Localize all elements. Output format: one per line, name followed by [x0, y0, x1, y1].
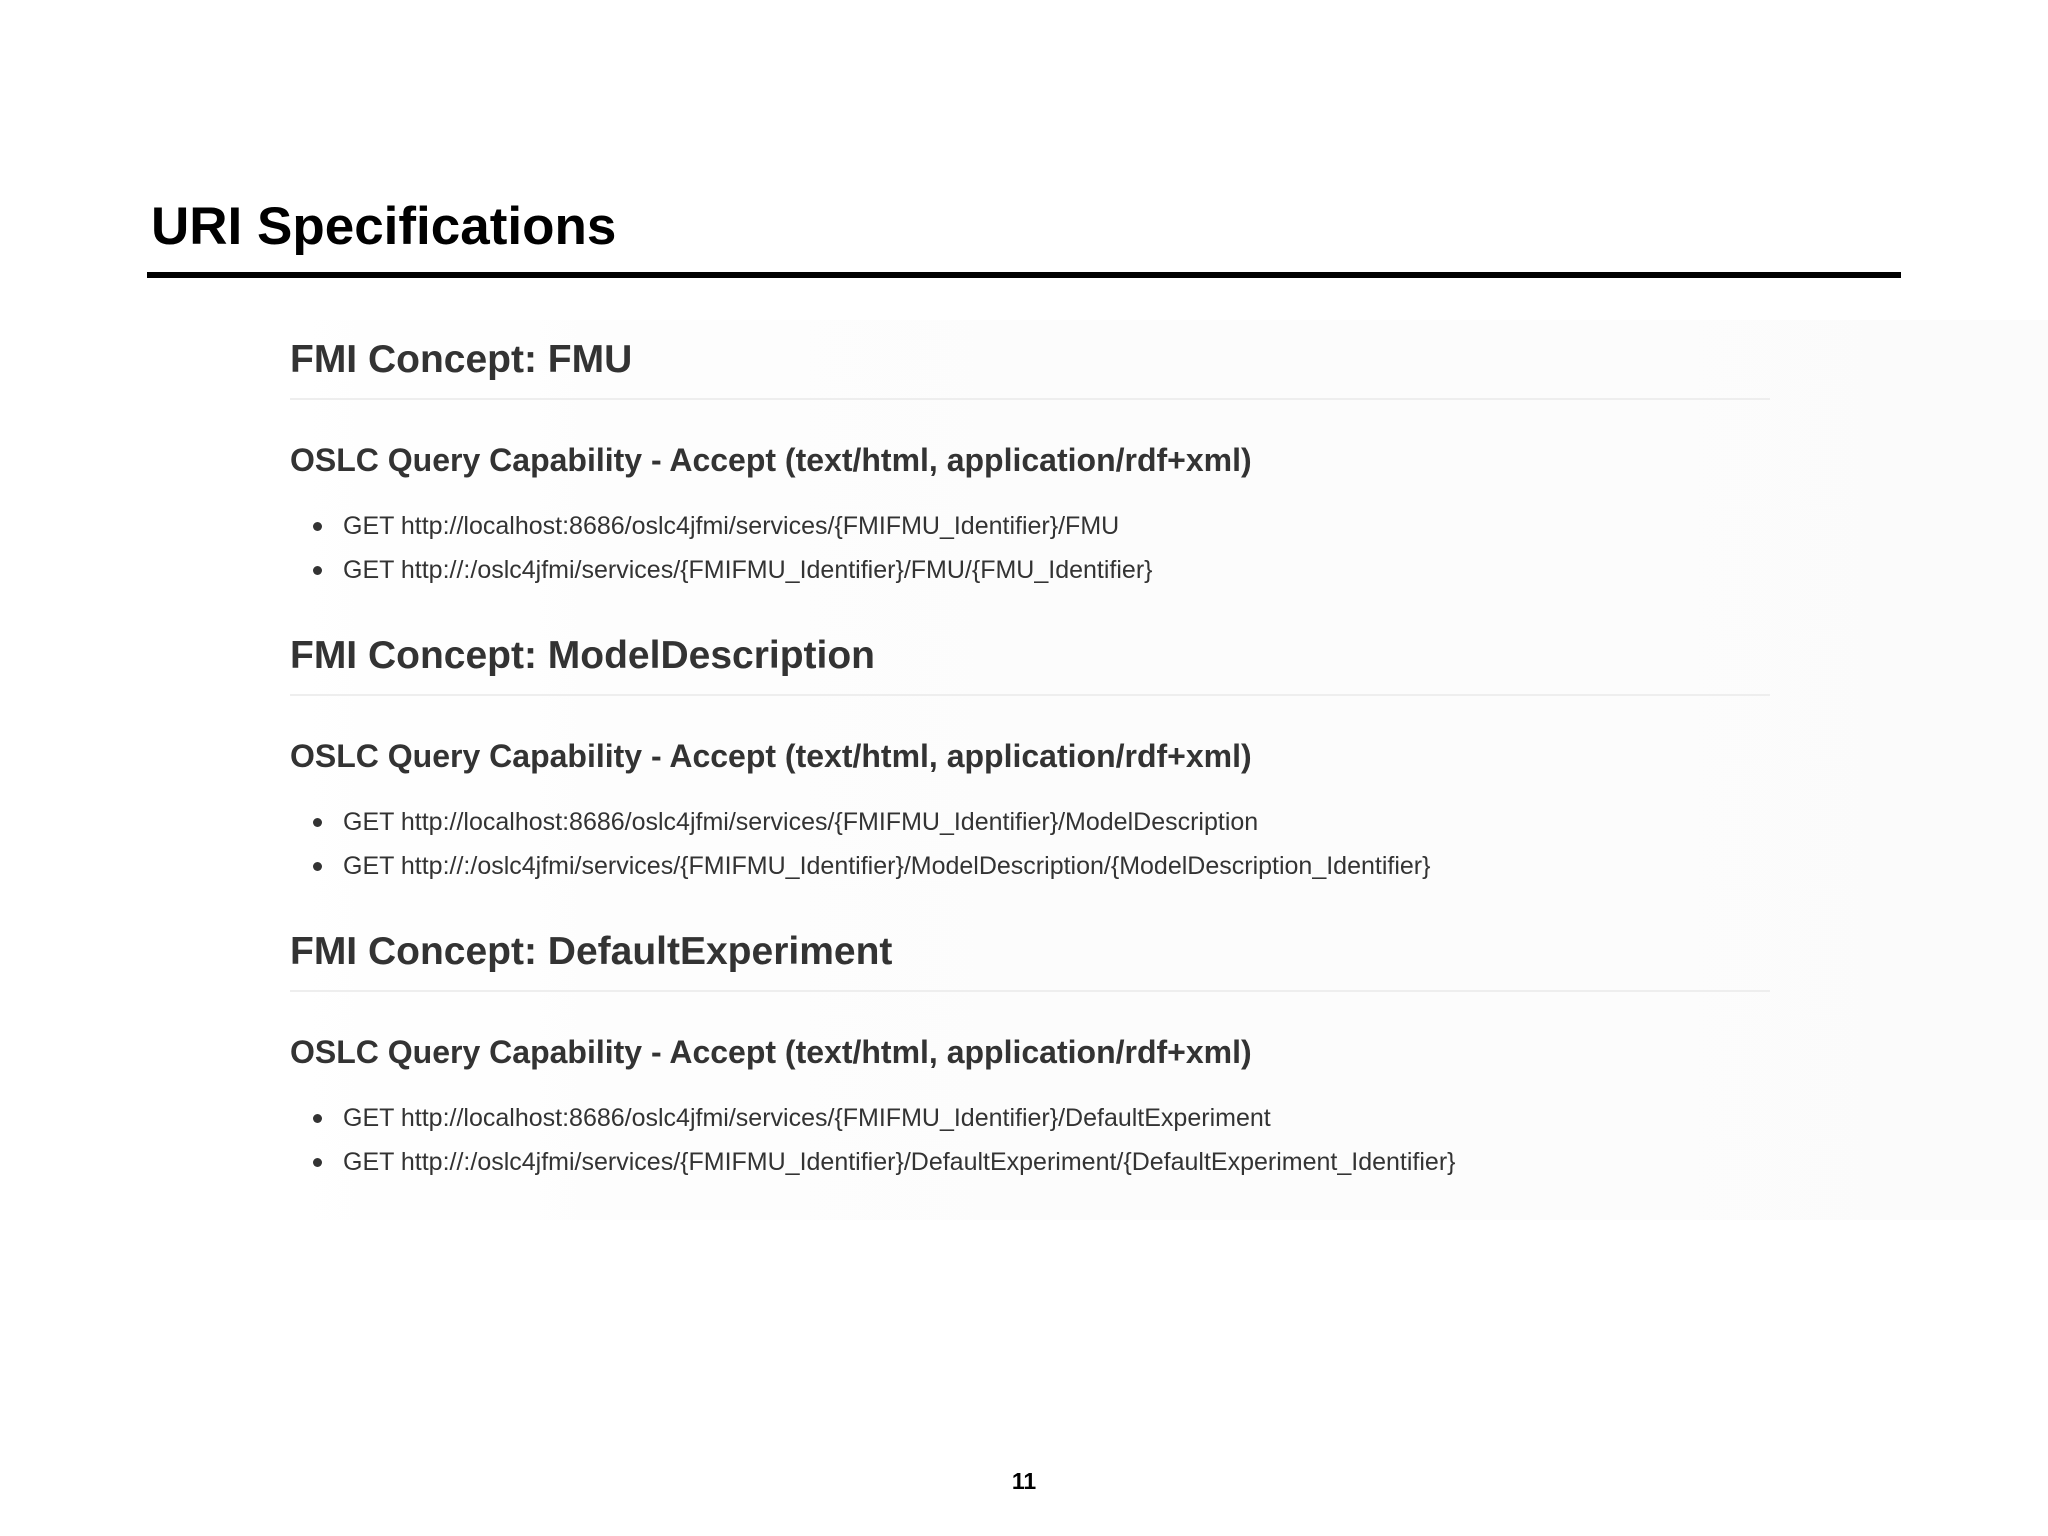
bullet-icon	[313, 1114, 322, 1123]
capability-heading: OSLC Query Capability - Accept (text/html, application/rdf+xml)	[290, 1034, 1252, 1070]
uri-text: GET http://:/oslc4jfmi/services/{FMIFMU_Identifier}/DefaultExperiment/{DefaultExperiment_Identifier}	[343, 1148, 1456, 1176]
title-divider	[147, 272, 1901, 278]
uri-item	[290, 507, 1153, 551]
uri-item	[290, 1143, 1456, 1187]
uri-list	[290, 803, 1430, 891]
slide-title: URI Specifications	[151, 197, 617, 256]
concept-heading: FMI Concept: FMU	[290, 338, 633, 381]
uri-text: GET http://:/oslc4jfmi/services/{FMIFMU_Identifier}/ModelDescription/{ModelDescription_Identifier}	[343, 852, 1431, 880]
capability-heading: OSLC Query Capability - Accept (text/html, application/rdf+xml)	[290, 738, 1252, 774]
concept-section-default-experiment	[290, 927, 1770, 1223]
uri-text: GET http://:/oslc4jfmi/services/{FMIFMU_Identifier}/FMU/{FMU_Identifier}	[343, 556, 1153, 584]
uri-item	[290, 847, 1430, 891]
uri-list	[290, 1099, 1456, 1187]
uri-item	[290, 803, 1430, 847]
concept-divider	[290, 694, 1770, 696]
concept-heading: FMI Concept: ModelDescription	[290, 634, 875, 677]
bullet-icon	[313, 818, 322, 827]
concept-divider	[290, 398, 1770, 400]
uri-list	[290, 507, 1153, 595]
bullet-icon	[313, 522, 322, 531]
concept-section-fmu	[290, 335, 1770, 631]
bullet-icon	[313, 862, 322, 871]
uri-text: GET http://localhost:8686/oslc4jfmi/services/{FMIFMU_Identifier}/DefaultExperiment	[343, 1104, 1271, 1132]
uri-text: GET http://localhost:8686/oslc4jfmi/services/{FMIFMU_Identifier}/ModelDescription	[343, 808, 1259, 836]
uri-sections	[290, 335, 1770, 1223]
capability-heading: OSLC Query Capability - Accept (text/html, application/rdf+xml)	[290, 442, 1252, 478]
concept-section-model-description	[290, 631, 1770, 927]
uri-item	[290, 551, 1153, 595]
concept-heading: FMI Concept: DefaultExperiment	[290, 930, 893, 973]
bullet-icon	[313, 566, 322, 575]
concept-divider	[290, 990, 1770, 992]
bullet-icon	[313, 1158, 322, 1167]
uri-item	[290, 1099, 1456, 1143]
uri-text: GET http://localhost:8686/oslc4jfmi/services/{FMIFMU_Identifier}/FMU	[343, 512, 1120, 540]
page-number: 11	[1011, 1468, 1037, 1494]
